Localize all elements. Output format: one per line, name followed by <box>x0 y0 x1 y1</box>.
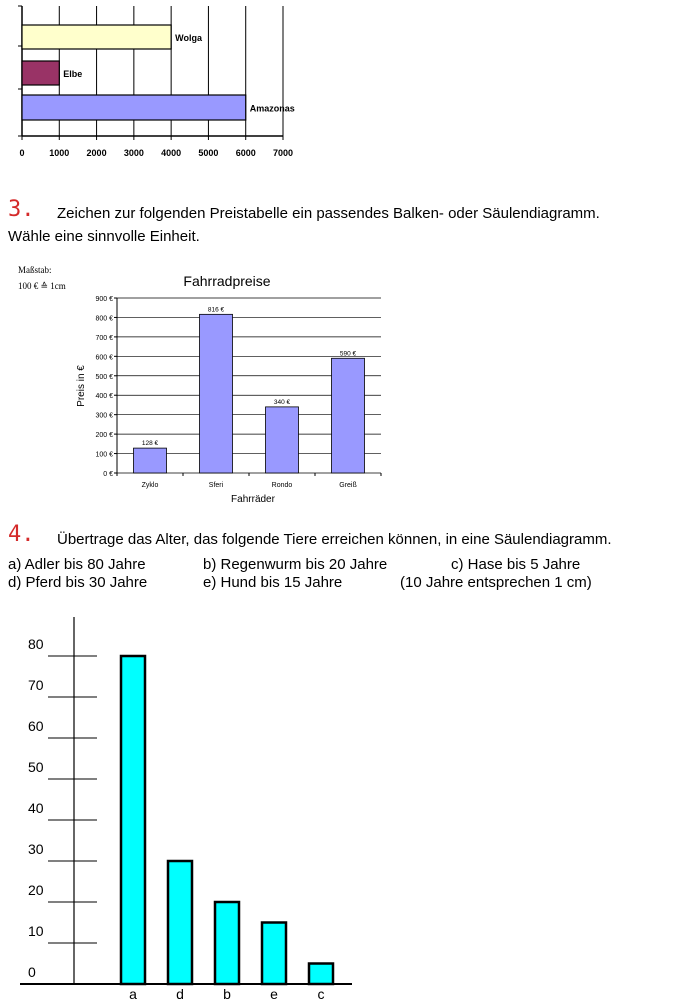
bicycle-price-chart <box>60 265 400 510</box>
x-tick-label: Rondo <box>271 482 293 489</box>
task4-item-b: b) Regenwurm bis 20 Jahre <box>203 556 388 573</box>
bar-a <box>121 656 145 984</box>
bar-d <box>168 861 192 984</box>
x-tick-label: a <box>129 986 137 1000</box>
y-tick-label: 40 <box>28 800 44 816</box>
task4-item-c: c) Hase bis 5 Jahre <box>451 556 581 573</box>
bar-label: Elbe <box>63 69 83 79</box>
y-tick-label: 0 <box>28 964 36 980</box>
bar-wolga <box>22 25 171 49</box>
task4-note: (10 Jahre entsprechen 1 cm) <box>400 574 592 591</box>
x-tick-label: Zyklo <box>141 482 159 489</box>
y-tick-label: 300 € <box>95 412 113 420</box>
bar-label: Wolga <box>175 33 202 43</box>
data-label: 340 € <box>273 398 291 406</box>
bar-c <box>309 964 333 985</box>
scale-label: Maßstab: <box>18 265 52 275</box>
y-tick-label: 400 € <box>95 393 113 401</box>
x-tick-label: Sferi <box>208 482 224 489</box>
x-tick-label: b <box>223 986 231 1000</box>
y-tick-label: 50 <box>28 759 44 775</box>
chart-title: Fahrradpreise <box>183 273 271 289</box>
bar-0 <box>134 448 167 473</box>
y-tick-label: 600 € <box>95 354 113 362</box>
y-tick-label: 500 € <box>95 373 113 381</box>
y-axis-label: Preis in € <box>76 365 87 407</box>
scale-value: 100 € ≙ 1cm <box>18 281 66 291</box>
bar-3 <box>332 358 365 473</box>
data-label: 816 € <box>207 306 225 314</box>
x-tick-label: 2000 <box>86 148 107 158</box>
task4-item-e: e) Hund bis 15 Jahre <box>203 574 343 591</box>
x-tick-label: 4000 <box>161 148 182 158</box>
bar-amazonas <box>22 95 246 120</box>
river-bar-chart <box>0 0 340 175</box>
y-tick-label: 30 <box>28 841 44 857</box>
y-tick-label: 60 <box>28 718 44 734</box>
y-tick-label: 10 <box>28 923 44 939</box>
x-axis-label: Fahrräder <box>231 494 275 505</box>
bar-1 <box>200 314 233 473</box>
task4-item-a: a) Adler bis 80 Jahre <box>8 556 146 573</box>
task4-instruction: Übertrage das Alter, das folgende Tiere erreichen können, in eine Säulendiagramm. <box>57 531 612 548</box>
animal-age-chart <box>0 600 360 1000</box>
task4-number: 4. <box>8 522 35 547</box>
x-tick-label: 7000 <box>272 148 294 158</box>
y-tick-label: 700 € <box>95 334 113 342</box>
x-tick-label: 6000 <box>235 148 256 158</box>
data-label: 590 € <box>339 350 357 358</box>
task3-instruction-line1: Zeichen zur folgenden Preistabelle ein passendes Balken- oder Säulendiagramm. <box>57 205 600 222</box>
task3-instruction-line2: Wähle eine sinnvolle Einheit. <box>8 228 200 245</box>
bar-label: Amazonas <box>249 103 295 114</box>
task4-item-d: d) Pferd bis 30 Jahre <box>8 574 148 591</box>
y-tick-label: 80 <box>28 636 44 652</box>
y-tick-label: 100 € <box>95 451 113 459</box>
data-label: 128 € <box>141 440 159 448</box>
x-tick-label: d <box>176 986 184 1000</box>
x-tick-label: 3000 <box>123 148 144 158</box>
x-tick-label: 1000 <box>49 148 70 158</box>
y-tick-label: 800 € <box>95 315 113 323</box>
y-tick-label: 20 <box>28 882 44 898</box>
bar-e <box>262 923 286 985</box>
x-tick-label: e <box>270 986 278 1000</box>
x-tick-label: Greiß <box>339 482 357 489</box>
y-tick-label: 0 € <box>103 471 113 478</box>
task3-number: 3. <box>8 197 35 222</box>
bar-elbe <box>22 61 59 85</box>
y-tick-label: 200 € <box>95 432 113 440</box>
x-tick-label: c <box>317 986 325 1000</box>
x-tick-label: 5000 <box>198 148 219 158</box>
bar-b <box>215 902 239 984</box>
bar-2 <box>266 407 299 473</box>
y-tick-label: 900 € <box>95 296 113 303</box>
x-tick-label: 0 <box>19 148 25 158</box>
y-tick-label: 70 <box>28 677 44 693</box>
